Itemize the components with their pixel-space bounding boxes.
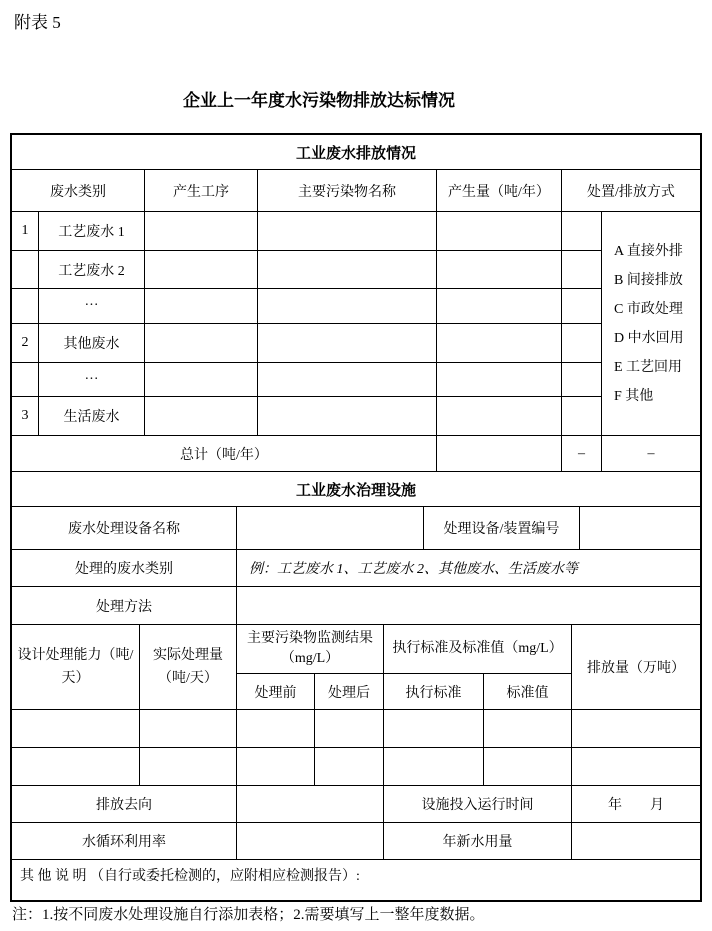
new-water-label: 年新水用量 [384,823,572,859]
disposal-code-input-cell [562,363,602,397]
after-input-cell [315,748,384,785]
wastewater-type-cell: 生活废水 [39,397,145,435]
new-water-input-cell [572,823,700,859]
monitor-result-group [237,625,384,709]
disposal-code-input-cell [562,397,602,435]
monitor-result-subheaders [237,674,383,709]
section2-title-row [12,472,700,507]
equipment-name-input-cell [237,507,424,549]
header-standard-value: 标准值 [506,685,549,701]
row-number-cell [12,289,39,323]
disposal-option: C 市政处理 [614,301,683,317]
table-row [12,289,602,324]
process-input-cell [145,251,258,289]
after-input-cell [315,710,384,747]
disposal-code-input-cell [562,324,602,362]
disposal-option: F 其他 [614,388,654,404]
wastewater-rows-grid [12,212,602,435]
treated-type-row [12,550,700,587]
discharge-direction-input-cell [237,786,384,822]
form-table [10,133,702,902]
standard-value-input-cell [484,748,572,785]
disposal-option: E 工艺回用 [614,359,683,375]
section1-title: 工业废水排放情况 [295,145,416,162]
equipment-id-input-cell [580,507,700,549]
table-row [12,363,602,398]
design-capacity-input-cell [12,748,140,785]
header-after-treatment: 处理后 [328,685,370,701]
row-number-cell [12,363,39,397]
standard-subheaders [384,674,571,709]
treatment-method-row [12,587,700,625]
table-row [12,397,602,435]
pollutant-input-cell [258,289,437,323]
standard-group [384,625,572,709]
table-row [12,324,602,363]
process-input-cell [145,324,258,362]
monitor-data-row [12,748,700,786]
operation-time-label: 设施投入运行时间 [384,786,572,822]
row-number-cell: 1 [12,212,39,250]
header-standard-name: 执行标准 [384,674,484,709]
operation-time-value: 年 月 [608,798,664,813]
header-monitor-result: 主要污染物监测结果（mg/L） [237,625,383,674]
header-main-pollutant: 主要污染物名称 [258,170,437,211]
table-row [12,251,602,290]
standard-value-input-cell [484,710,572,747]
row-number-cell [12,251,39,289]
monitor-header-row [12,625,700,710]
standard-name-input-cell [384,710,484,747]
before-input-cell [237,748,315,785]
actual-amount-input-cell [140,710,237,747]
row-number-cell: 2 [12,324,39,362]
amount-input-cell [437,289,562,323]
title-wrap [0,86,638,111]
wastewater-type-cell: ··· [39,363,145,397]
section2-title: 工业废水治理设施 [295,482,416,499]
remark-row [12,860,700,904]
disposal-option: D 中水回用 [614,330,684,346]
header-design-capacity: 设计处理能力（吨/天） [12,625,140,709]
row-number-cell: 3 [12,397,39,435]
wastewater-type-cell: ··· [39,289,145,323]
header-wastewater-category: 废水类别 [12,170,145,211]
equipment-row [12,507,700,550]
header-before-treatment: 处理前 [237,674,315,709]
treated-type-label: 处理的废水类别 [12,550,237,586]
wastewater-type-cell: 工艺废水 1 [39,212,145,250]
pollutant-input-cell [258,324,437,362]
header-production-amount: 产生量（吨/年） [437,170,562,211]
total-label: 总计（吨/年） [12,436,437,471]
disposal-options-list [602,212,700,435]
recycle-rate-label: 水循环利用率 [12,823,237,859]
recycle-rate-input-cell [237,823,384,859]
header-standard: 执行标准及标准值（mg/L） [384,625,571,674]
discharge-direction-row [12,786,700,823]
disposal-code-input-cell [562,212,602,250]
page-title: 企业上一年度水污染物排放达标情况 [183,91,455,110]
remark-text: 其 他 说 明 （自行或委托检测的，应附相应检测报告）: [20,869,360,884]
section1-header-row [12,170,700,212]
disposal-option: A 直接外排 [614,243,683,259]
equipment-name-label: 废水处理设备名称 [12,507,237,549]
pollutant-input-cell [258,251,437,289]
before-input-cell [237,710,315,747]
disposal-option: B 间接排放 [614,272,683,288]
pollutant-input-cell [258,212,437,250]
recycle-rate-row [12,823,700,860]
process-input-cell [145,397,258,435]
header-discharge-amount: 排放量（万吨） [587,661,685,676]
total-row [12,436,700,472]
total-dash-cell: – [562,436,602,471]
standard-name-input-cell [384,748,484,785]
header-production-process: 产生工序 [145,170,258,211]
discharge-input-cell [572,710,700,747]
disposal-code-input-cell [562,251,602,289]
header-actual-amount: 实际处理量（吨/天） [140,625,237,709]
wastewater-type-cell: 工艺废水 2 [39,251,145,289]
header-disposal-method: 处置/排放方式 [587,184,675,200]
footnote: 注：1.按不同废水处理设施自行添加表格；2.需要填写上一整年度数据。 [12,907,485,923]
actual-amount-input-cell [140,748,237,785]
treated-type-example: 例：工艺废水 1、工艺废水 2、其他废水、生活废水等 [249,562,578,577]
section1-data-block [12,212,700,436]
treatment-method-input-cell [237,587,700,624]
section1-title-row [12,135,700,170]
monitor-data-row [12,710,700,748]
pollutant-input-cell [258,363,437,397]
process-input-cell [145,363,258,397]
total-dash-cell: – [647,445,655,461]
pollutant-input-cell [258,397,437,435]
process-input-cell [145,289,258,323]
amount-input-cell [437,212,562,250]
attachment-label: 附表 5 [14,13,61,32]
amount-input-cell [437,363,562,397]
wastewater-type-cell: 其他废水 [39,324,145,362]
amount-input-cell [437,324,562,362]
discharge-direction-label: 排放去向 [12,786,237,822]
discharge-input-cell [572,748,700,785]
amount-input-cell [437,251,562,289]
amount-input-cell [437,397,562,435]
treatment-method-label: 处理方法 [12,587,237,624]
process-input-cell [145,212,258,250]
disposal-code-input-cell [562,289,602,323]
total-amount-cell [437,436,562,471]
equipment-id-label: 处理设备/装置编号 [424,507,580,549]
design-capacity-input-cell [12,710,140,747]
table-row [12,212,602,251]
